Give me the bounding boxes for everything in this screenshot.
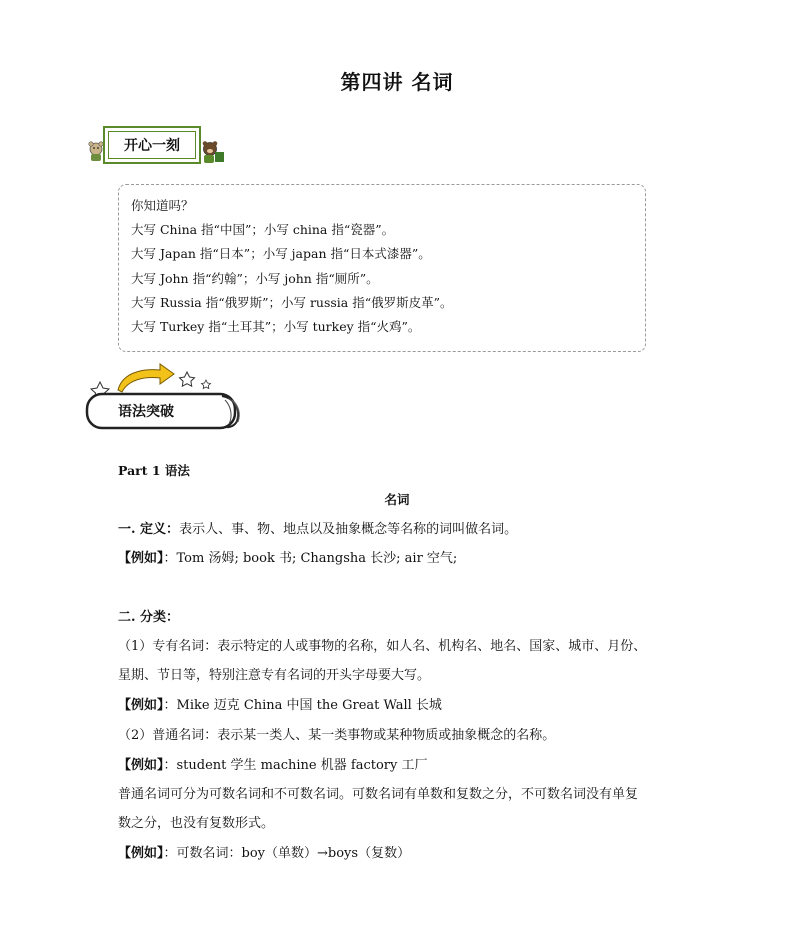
definition-text: 表示人、事、物、地点以及抽象概念等名称的词叫做名词。 xyxy=(179,522,518,537)
classification-heading: 二. 分类： xyxy=(118,610,180,625)
countable-line: 数之分，也没有复数形式。 xyxy=(118,816,275,831)
grammar-section-label: 语法突破 xyxy=(118,404,174,420)
proper-noun-line: 星期、节日等，特别注意专有名词的开头字母要大写。 xyxy=(118,668,431,683)
fun-fact-line: 大写 Japan 指“日本”；小写 japan 指“日本式漆器”。 xyxy=(131,246,431,261)
part-heading: Part 1 语法 xyxy=(118,463,190,478)
example-label: 【例如】 xyxy=(118,551,164,566)
example-line xyxy=(118,845,410,863)
definition-line xyxy=(118,521,517,539)
happy-moment-label: 开心一刻 xyxy=(124,138,180,154)
example-line xyxy=(118,550,457,568)
happy-moment-header xyxy=(103,126,201,164)
proper-noun-line: （1）专有名词：表示特定的人或事物的名称，如人名、机构名、地名、国家、城市、月份、 xyxy=(118,639,647,654)
example-line xyxy=(118,697,442,715)
example-text: ：可数名词：boy（单数）→boys（复数） xyxy=(163,846,411,861)
example-label: 【例如】 xyxy=(118,846,164,861)
fun-fact-line: 大写 China 指“中国”；小写 china 指“瓷器”。 xyxy=(131,222,395,237)
fun-fact-line: 大写 John 指“约翰”；小写 john 指“厕所”。 xyxy=(131,271,379,286)
fun-fact-line: 大写 Russia 指“俄罗斯”；小写 russia 指“俄罗斯皮革”。 xyxy=(131,295,453,310)
page-title: 第四讲 名词 xyxy=(340,70,454,94)
fun-fact-line: 你知道吗？ xyxy=(131,198,194,213)
example-label: 【例如】 xyxy=(118,758,164,773)
example-text: ：Tom 汤姆; book 书; Changsha 长沙; air 空气; xyxy=(163,551,458,566)
example-line xyxy=(118,757,427,775)
example-text: ：student 学生 machine 机器 factory 工厂 xyxy=(163,758,428,773)
example-text: ：Mike 迈克 China 中国 the Great Wall 长城 xyxy=(163,698,442,713)
example-label: 【例如】 xyxy=(118,698,164,713)
cartoon-bear-icon xyxy=(200,140,226,164)
countable-line: 普通名词可分为可数名词和不可数名词。可数名词有单数和复数之分，不可数名词没有单复 xyxy=(118,787,639,802)
section-heading: 名词 xyxy=(384,492,410,507)
grammar-banner-graphic xyxy=(82,360,247,432)
fun-fact-line: 大写 Turkey 指“土耳其”；小写 turkey 指“火鸡”。 xyxy=(131,319,421,334)
common-noun-line: （2）普通名词：表示某一类人、某一类事物或某种物质或抽象概念的名称。 xyxy=(118,728,556,743)
definition-label: 一. 定义： xyxy=(118,522,180,537)
